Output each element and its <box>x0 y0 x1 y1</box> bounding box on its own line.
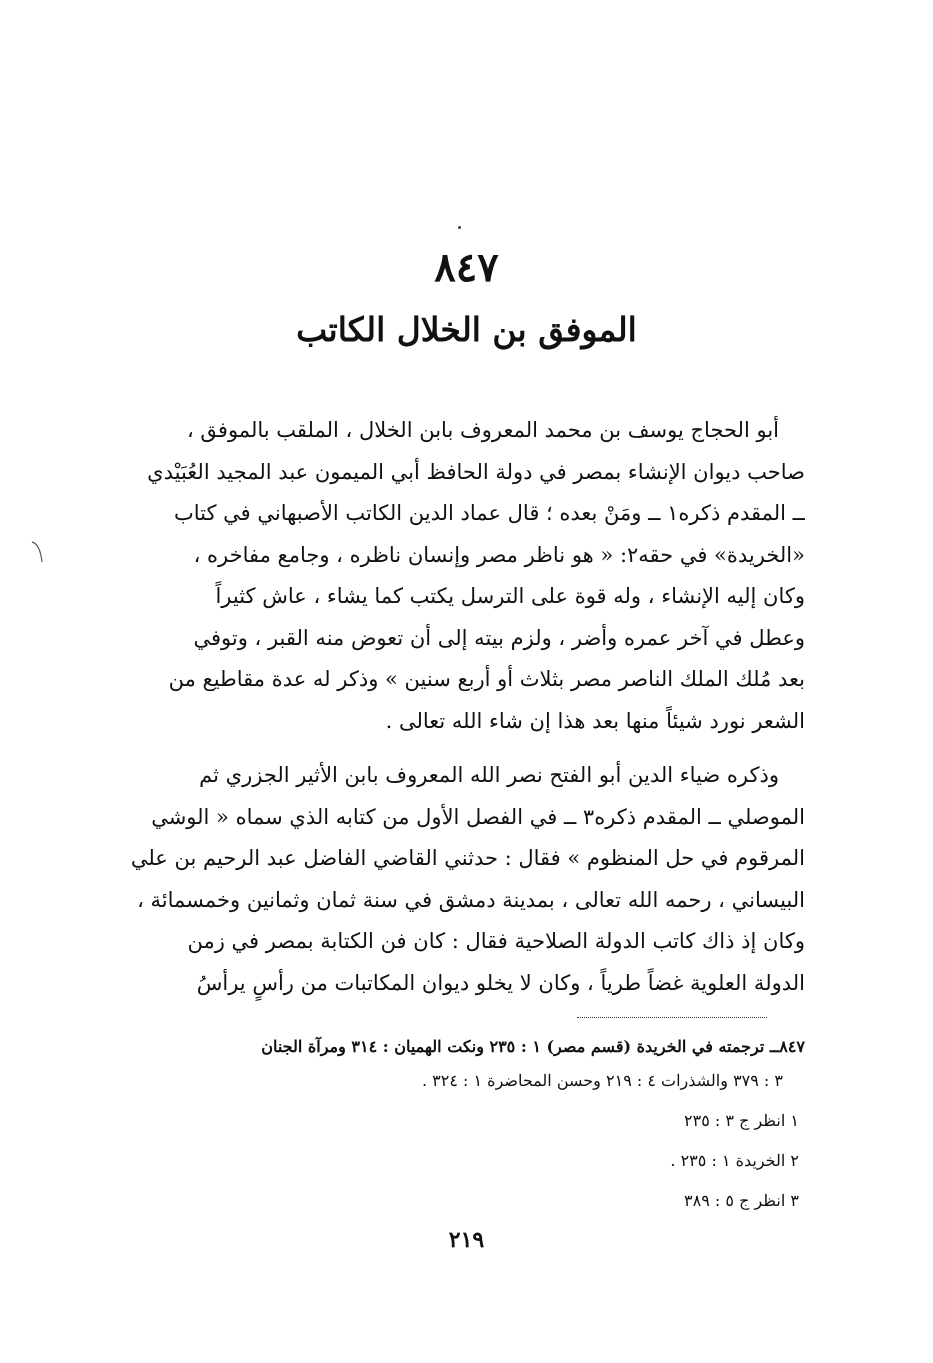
text-line: بعد مُلك الملك الناصر مصر بثلاث أو أربع سنين » وذكر له عدة مقاطيع من <box>168 667 805 691</box>
paragraph-2 <box>130 755 805 1004</box>
footnote-3: ٣ انظر ج ٥ : ٣٨٩ <box>684 1191 799 1210</box>
text-line: ــ المقدم ذكره١ ــ ومَنْ بعده ؛ قال عماد الدين الكاتب الأصبهاني في كتاب <box>173 501 805 525</box>
footnote-main-continuation: ٣ : ٣٧٩ والشذرات ٤ : ٢١٩ وحسن المحاضرة ١ : ٣٢٤ . <box>421 1071 783 1090</box>
footnotes <box>130 1030 805 1218</box>
margin-bracket-mark <box>30 540 44 564</box>
text-line: البيساني ، رحمه الله تعالى ، بمدينة دمشق في سنة ثمان وثمانين وخمسمائة ، <box>137 887 805 912</box>
text-line: وعطل في آخر عمره وأضر ، ولزم بيته إلى أن تعوض منه القبر ، وتوفي <box>193 625 805 650</box>
footnote-main <box>130 1030 805 1064</box>
text-line: «الخريدة» في حقه٢: « هو ناظر مصر وإنسان ناظره ، وجامع مفاخره ، <box>193 542 805 567</box>
text-line: الدولة العلوية غضاً طرياً ، وكان لا يخلو ديوان المكاتبات من رأسٍ يرأسُ <box>196 970 805 995</box>
text-line: المرقوم في حل المنظوم » فقال : حدثني القاضي الفاضل عبد الرحيم بن علي <box>130 846 805 870</box>
paragraph-1 <box>130 410 805 742</box>
footnote-main-label: ٨٤٧ــ <box>769 1037 805 1056</box>
ink-speck <box>458 226 461 229</box>
text-line: الشعر نورد شيئاً منها بعد هذا إن شاء الله تعالى . <box>385 708 805 733</box>
text-line: الموصلي ــ المقدم ذكره٣ ــ في الفصل الأول من كتابه الذي سماه « الوشي <box>151 804 805 829</box>
text-line: صاحب ديوان الإنشاء بمصر في دولة الحافظ أبي الميمون عبد المجيد العُبَيْدي <box>147 459 805 484</box>
footnote-1: ١ انظر ج ٣ : ٢٣٥ <box>684 1111 799 1130</box>
text-line: أبو الحجاج يوسف بن محمد المعروف بابن الخلال ، الملقب بالموفق ، <box>186 418 779 442</box>
text-line: وكان إليه الإنشاء ، وله قوة على الترسل يكتب كما يشاء ، عاش كثيراً <box>215 584 805 608</box>
footnote-2: ٢ الخريدة ١ : ٢٣٥ . <box>670 1151 799 1170</box>
footnote-divider <box>577 1017 767 1018</box>
text-line: وذكره ضياء الدين أبو الفتح نصر الله المعروف بابن الأثير الجزري ثم <box>199 763 779 787</box>
footnote-main-text: ترجمته في الخريدة (قسم مصر) ١ : ٢٣٥ ونكت الهميان : ٣١٤ ومرآة الجنان <box>261 1037 765 1056</box>
entry-number: ٨٤٧ <box>434 244 499 291</box>
text-line: وكان إذ ذاك كاتب الدولة الصلاحية فقال : كان فن الكتابة بمصر في زمن <box>187 929 805 953</box>
entry-title: الموفق بن الخلال الكاتب <box>296 310 637 349</box>
page-number: ٢١٩ <box>448 1227 485 1253</box>
